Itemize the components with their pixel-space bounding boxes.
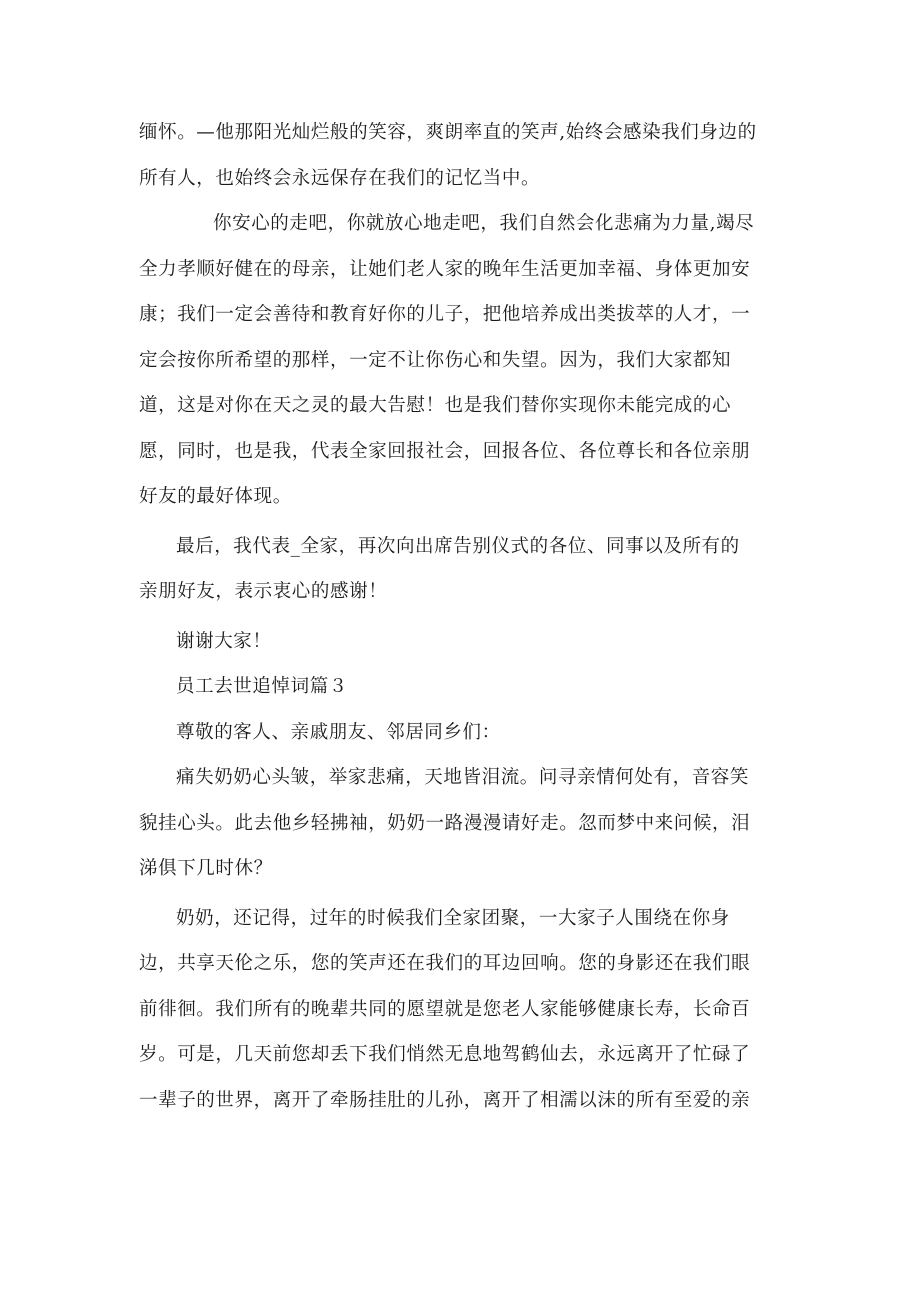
document-body — [139, 110, 799, 1123]
text-line: 愿，同时，也是我，代表全家回报社会，回报各位、各位尊长和各位亲朋 — [139, 440, 751, 462]
text-line: 最后，我代表_全家，再次向出席告别仪式的各位、同事以及所有的 — [176, 535, 740, 557]
text-line: 痛失奶奶心头皱，举家悲痛，天地皆泪流。问寻亲情何处有，音容笑 — [176, 767, 750, 788]
text-line: 一辈子的世界，离开了牵肠挂肚的儿孙，离开了相濡以沫的所有至爱的亲 — [139, 1089, 751, 1111]
paragraph-4 — [139, 619, 799, 665]
section-heading — [139, 664, 799, 710]
paragraph-3 — [139, 524, 799, 615]
text-line: 定会按你所希望的那样，一定不让你伤心和失望。因为，我们大家都知 — [139, 349, 732, 371]
text-line: 亲朋好友，表示衷心的感谢！ — [139, 581, 388, 602]
salutation — [139, 710, 799, 756]
text-line: 你安心的走吧，你就放心地走吧，我们自然会化悲痛为力量,竭尽 — [213, 213, 755, 234]
heading-line: 员工去世追悼词篇３ — [176, 676, 348, 697]
paragraph-8 — [139, 896, 799, 1124]
text-line: 道，这是对你在天之灵的最大告慰！也是我们替你实现你未能完成的心 — [139, 395, 732, 416]
paragraph-2 — [139, 201, 799, 520]
text-line: 前徘徊。我们所有的晚辈共同的愿望就是您老人家能够健康长寿，长命百 — [139, 998, 751, 1020]
text-line: 康；我们一定会善待和教育好你的儿子，把他培养成出类拔萃的人才，一 — [139, 304, 751, 325]
text-line: 貌挂心头。此去他乡轻拂袖，奶奶一路漫漫请好走。忽而梦中来问候，泪 — [139, 812, 751, 834]
text-line: 边，共享天伦之乐，您的笑声还在我们的耳边回响。您的身影还在我们眼 — [139, 953, 751, 974]
text-line: 尊敬的客人、亲戚朋友、邻居同乡们： — [176, 721, 501, 743]
text-line: 好友的最好体现。 — [139, 486, 292, 507]
text-line: 奶奶，还记得，过年的时候我们全家团聚，一大家子人围绕在你身 — [176, 907, 730, 929]
text-line: 涕俱下几时休？ — [139, 858, 273, 879]
text-line: 谢谢大家！ — [176, 630, 272, 652]
text-line: 岁。可是，几天前您却丢下我们悄然无息地驾鹤仙去，永远离开了忙碌了 — [139, 1044, 751, 1065]
paragraph-7 — [139, 755, 799, 892]
text-line: 缅怀。—他那阳光灿烂般的笑容，爽朗率直的笑声,始终会感染我们身边的 — [139, 122, 757, 143]
text-line: 所有人，也始终会永远保存在我们的记忆当中。 — [139, 167, 541, 189]
paragraph-1 — [139, 110, 799, 201]
text-line: 全力孝顺好健在的母亲，让她们老人家的晚年生活更加幸福、身体更加安 — [139, 258, 751, 280]
